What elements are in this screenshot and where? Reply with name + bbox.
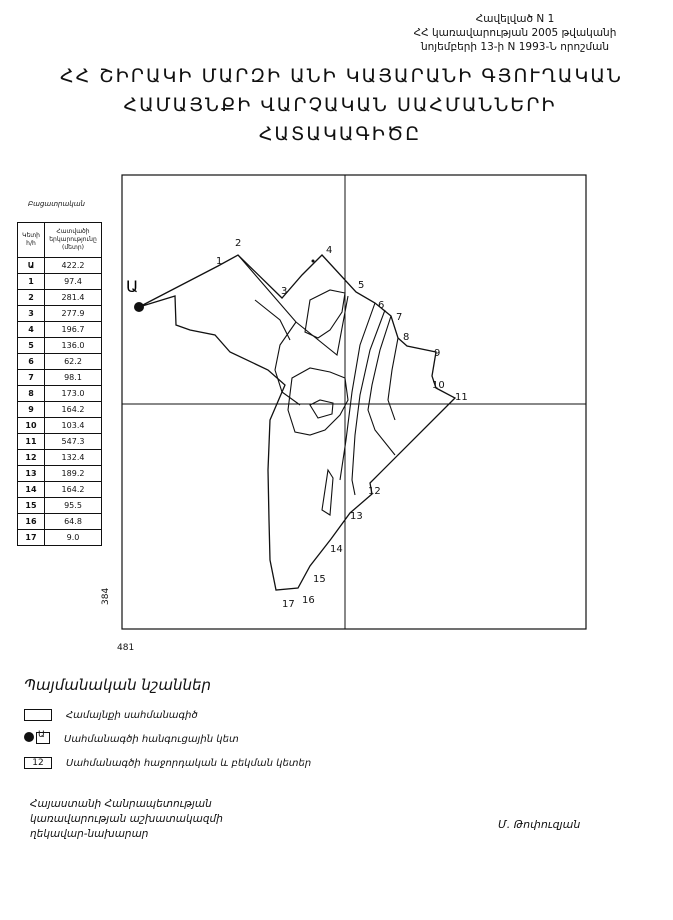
segment-length-cell: 422.2 [45, 258, 102, 274]
point-number-cell: 3 [18, 306, 45, 322]
legend-start-point-text: Սահմանագծի հանգուցային կետ [64, 733, 239, 745]
signature-block [30, 797, 223, 842]
boundary-point-label: 4 [326, 245, 333, 256]
parcel-line [310, 400, 333, 418]
footer-line-1: Հայաստանի Հանրապետության [30, 798, 212, 810]
parcel-line [238, 255, 348, 355]
segment-length-cell: 103.4 [45, 418, 102, 434]
segment-length-cell: 9.0 [45, 530, 102, 546]
legend-row-start-point [24, 731, 239, 747]
point-number-cell: 6 [18, 354, 45, 370]
boundary-point-label: 8 [403, 332, 410, 343]
point-number-cell: 4 [18, 322, 45, 338]
parcel-line [255, 300, 290, 340]
segment-length-cell: 281.4 [45, 290, 102, 306]
boundary-point-label: 1 [216, 256, 223, 267]
segment-length-cell: 97.4 [45, 274, 102, 290]
segment-length-cell: 189.2 [45, 466, 102, 482]
footer-line-2: կառավարության աշխատակազմի [30, 813, 223, 825]
legend-row-segment [24, 755, 311, 771]
footer-line-3: ղեկավար-նախարար [30, 828, 149, 840]
segment-point-symbol: 12 [24, 757, 52, 769]
point-number-cell: 5 [18, 338, 45, 354]
coords-table-title: Բացատրական [28, 200, 85, 208]
segment-length-cell: 547.3 [45, 434, 102, 450]
segment-length-cell: 164.2 [45, 402, 102, 418]
legend-boundary-text: Համայնքի սահմանագիծ [66, 709, 198, 721]
signer-name: Մ. Թոփուզյան [498, 818, 581, 831]
segment-length-cell: 132.4 [45, 450, 102, 466]
boundary-point-label: 6 [378, 300, 385, 311]
boundary-point-label: 2 [235, 238, 242, 249]
community-boundary [139, 255, 455, 590]
point-number-cell: 17 [18, 530, 45, 546]
parcel-line [322, 470, 333, 515]
boundary-point-label: 9 [434, 348, 441, 359]
segment-length-cell: 164.2 [45, 482, 102, 498]
segment-length-cell: 196.7 [45, 322, 102, 338]
point-number-cell: 7 [18, 370, 45, 386]
legend-title: Պայմանական նշաններ [24, 676, 212, 694]
segment-length-cell: 136.0 [45, 338, 102, 354]
point-number-cell: 2 [18, 290, 45, 306]
boundary-point-label: 7 [396, 312, 403, 323]
annex-line-3: նոյեմբերի 13-ի N 1993-Ն որոշման [420, 41, 609, 53]
title-line-1: ՀՀ ՇԻՐԱԿԻ ՄԱՐԶԻ ԱՆԻ ԿԱՅԱՐԱՆԻ ԳՅՈՒՂԱԿԱՆ [60, 65, 623, 87]
boundary-point-label: 11 [455, 392, 468, 403]
parcel-line [368, 316, 395, 455]
boundary-point-label: 15 [313, 574, 326, 585]
parcel-line [305, 290, 345, 338]
boundary-line-symbol [24, 709, 52, 721]
title-line-3: ՀԱՏԱԿԱԳԻԾԸ [258, 123, 422, 145]
boundary-point-label: 16 [302, 595, 315, 606]
boundary-point-label: 14 [330, 544, 343, 555]
boundary-point-label: 13 [350, 511, 363, 522]
map-speck [312, 260, 315, 263]
segment-length-cell: 95.5 [45, 498, 102, 514]
legend-segment-text: Սահմանագծի հաջորդական և բեկման կետեր [66, 757, 312, 769]
segment-length-cell: 173.0 [45, 386, 102, 402]
segment-length-cell: 98.1 [45, 370, 102, 386]
point-number-cell: 1 [18, 274, 45, 290]
point-number-cell: 12 [18, 450, 45, 466]
boundary-point-label: 5 [358, 280, 365, 291]
annex-line-2: ՀՀ կառավարության 2005 թվականի [413, 27, 617, 39]
internal-parcel-lines [238, 255, 398, 515]
boundary-point-label: 12 [368, 486, 381, 497]
parcel-line [388, 338, 398, 420]
point-number-cell: 8 [18, 386, 45, 402]
boundary-point-label: 17 [282, 599, 295, 610]
boundary-point-label: 3 [281, 286, 288, 297]
segment-length-cell: 64.8 [45, 514, 102, 530]
point-number-cell: 10 [18, 418, 45, 434]
header-point: Կետի հ/հ [18, 223, 45, 258]
parcel-line [352, 310, 385, 495]
legend-row-boundary [24, 707, 198, 723]
grid-x-label: 481 [117, 643, 135, 653]
start-point-symbol-label: Ա [38, 730, 45, 740]
point-number-cell: 15 [18, 498, 45, 514]
segment-length-cell: 277.9 [45, 306, 102, 322]
point-labels [216, 238, 468, 610]
start-point-label: Ա [126, 277, 139, 296]
header-length: Հատվածի երկարությունը (մետր) [45, 223, 102, 258]
point-number-cell: 11 [18, 434, 45, 450]
point-number-cell: 9 [18, 402, 45, 418]
point-number-cell: 13 [18, 466, 45, 482]
map-frame [122, 175, 586, 629]
point-number-cell: 14 [18, 482, 45, 498]
annex-line-1: Հավելված N 1 [475, 13, 555, 25]
point-number-cell: 16 [18, 514, 45, 530]
boundary-point-label: 10 [432, 380, 445, 391]
start-point-symbol [24, 730, 50, 744]
title-line-2: ՀԱՄԱՅՆՔԻ ՎԱՐՉԱԿԱՆ ՍԱՀՄԱՆՆԵՐԻ [123, 94, 557, 116]
point-number-cell: Ա [18, 258, 45, 274]
segment-length-cell: 62.2 [45, 354, 102, 370]
start-point-marker [134, 302, 144, 312]
grid-y-label: 384 [101, 587, 111, 605]
